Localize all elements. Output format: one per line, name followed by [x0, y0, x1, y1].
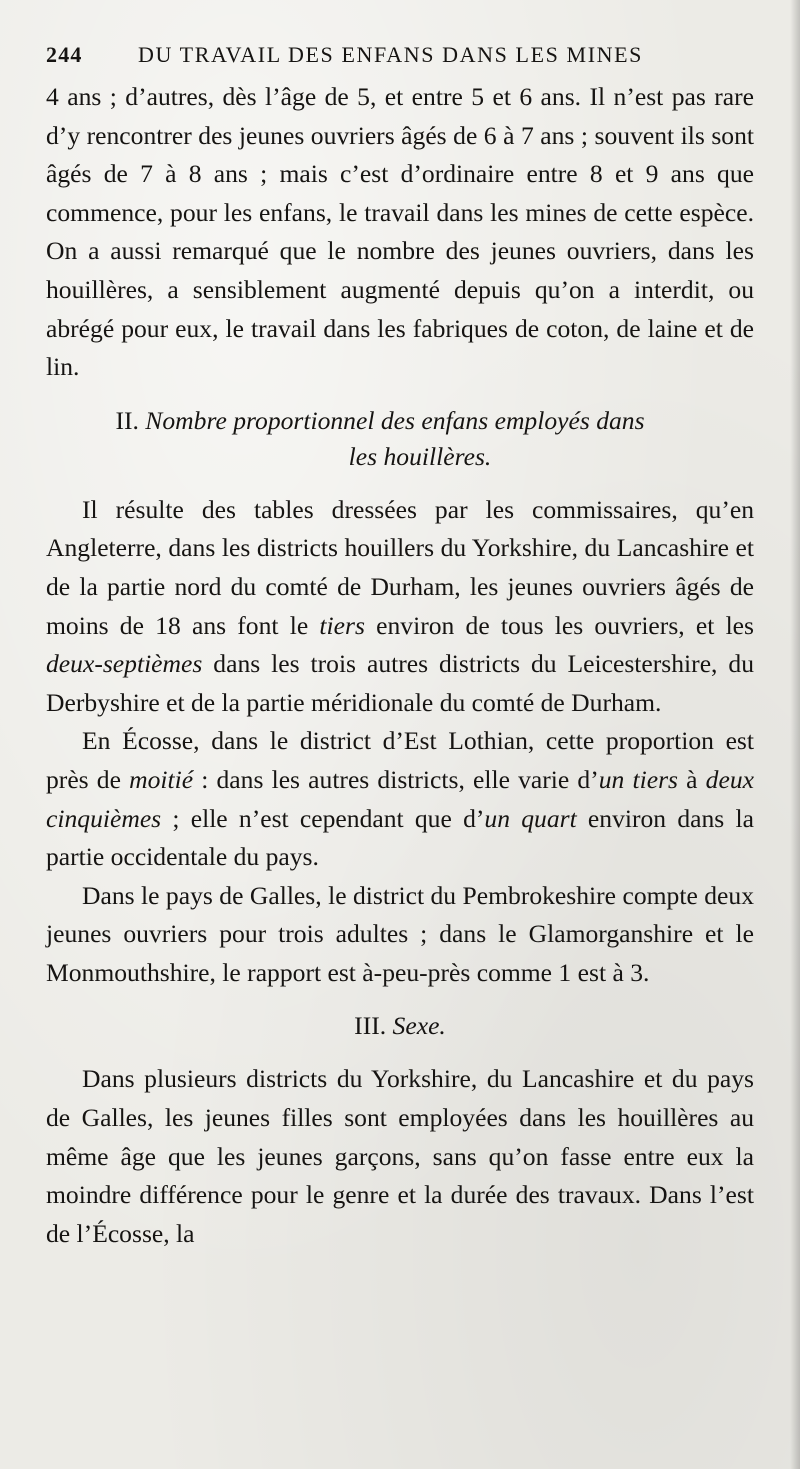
section-heading-2 [46, 403, 754, 475]
text-run: : dans les autres districts, elle varie d’ [193, 764, 599, 794]
text-run: dans les trois autres districts du Leicestershire, du Derbyshire et de la partie méridionale du comté de Durham. [46, 649, 754, 717]
section-numeral: II. [115, 405, 139, 435]
text-run: à [678, 764, 706, 794]
running-title: DU TRAVAIL DES ENFANS DANS LES MINES [138, 42, 643, 67]
section-title: Nombre proportionnel des enfans employés dans [145, 405, 645, 435]
emphasis: un quart [484, 803, 577, 833]
emphasis: deux-septièmes [46, 649, 203, 679]
emphasis: un tiers [598, 764, 678, 794]
text-run: environ de tous les ouvriers, et les [364, 610, 754, 640]
running-head [46, 42, 754, 74]
text-run: En Écosse, dans le district d’Est Lothian, cette proportion est près de [46, 726, 754, 794]
paragraph-continuation: 4 ans ; d’autres, dès l’âge de 5, et entre 5 et 6 ans. Il n’est pas rare d’y rencontrer des jeunes ouvriers âgés de 6 à 7 ans ; souvent ils sont âgés de 7 à 8 ans ; mais c’est d’ordinaire entre 8 et 9 ans que commence, pour les enfans, le travail dans les mines de cette espèce. On a aussi remarqué que le nombre des jeunes ouvriers, dans les houillères, a sensiblement augmenté depuis qu’on a interdit, ou abrégé pour eux, le travail dans les fabriques de coton, de laine et de lin. [46, 82, 754, 382]
paragraph-proportions-wales: Dans le pays de Galles, le district du Pembrokeshire compte deux jeunes ouvriers pour trois adultes ; dans le Glamorganshire et le Monmouthshire, le rapport est à-peu-près comme 1 est à 3. [46, 880, 754, 987]
section-numeral: III. [354, 1011, 387, 1041]
paragraph-proportions-england [46, 491, 754, 723]
paragraph-sex: Dans plusieurs districts du Yorkshire, du Lancashire et du pays de Galles, les jeunes filles sont employées dans les houillères au même âge que les jeunes garçons, sans qu’on fasse entre eux la moindre différence pour le genre et la durée des travaux. Dans l’est de l’Écosse, la [46, 1064, 754, 1248]
emphasis: tiers [319, 610, 365, 640]
paragraph-proportions-scotland [46, 722, 754, 876]
section-heading-3 [46, 1008, 754, 1044]
page-body [46, 78, 754, 1253]
text-run: ; elle n’est cependant que d’ [161, 803, 485, 833]
section-title: Sexe. [392, 1011, 446, 1041]
page-number: 244 [46, 42, 83, 67]
text-run: environ dans la partie occidentale du pays. [46, 803, 754, 872]
text-run: Il résulte des tables dressées par les commissaires, qu’en Angleterre, dans les districts houillers du Yorkshire, du Lancashire et de la partie nord du comté de Durham, les jeunes ouvriers âgés de moins de 18 ans font le [46, 494, 754, 640]
emphasis: deux cinquièmes [46, 764, 754, 833]
section-heading-2-line-2: les houillères. [348, 441, 492, 471]
emphasis: moitié [129, 764, 194, 794]
section-heading-2-line-1 [46, 403, 754, 439]
